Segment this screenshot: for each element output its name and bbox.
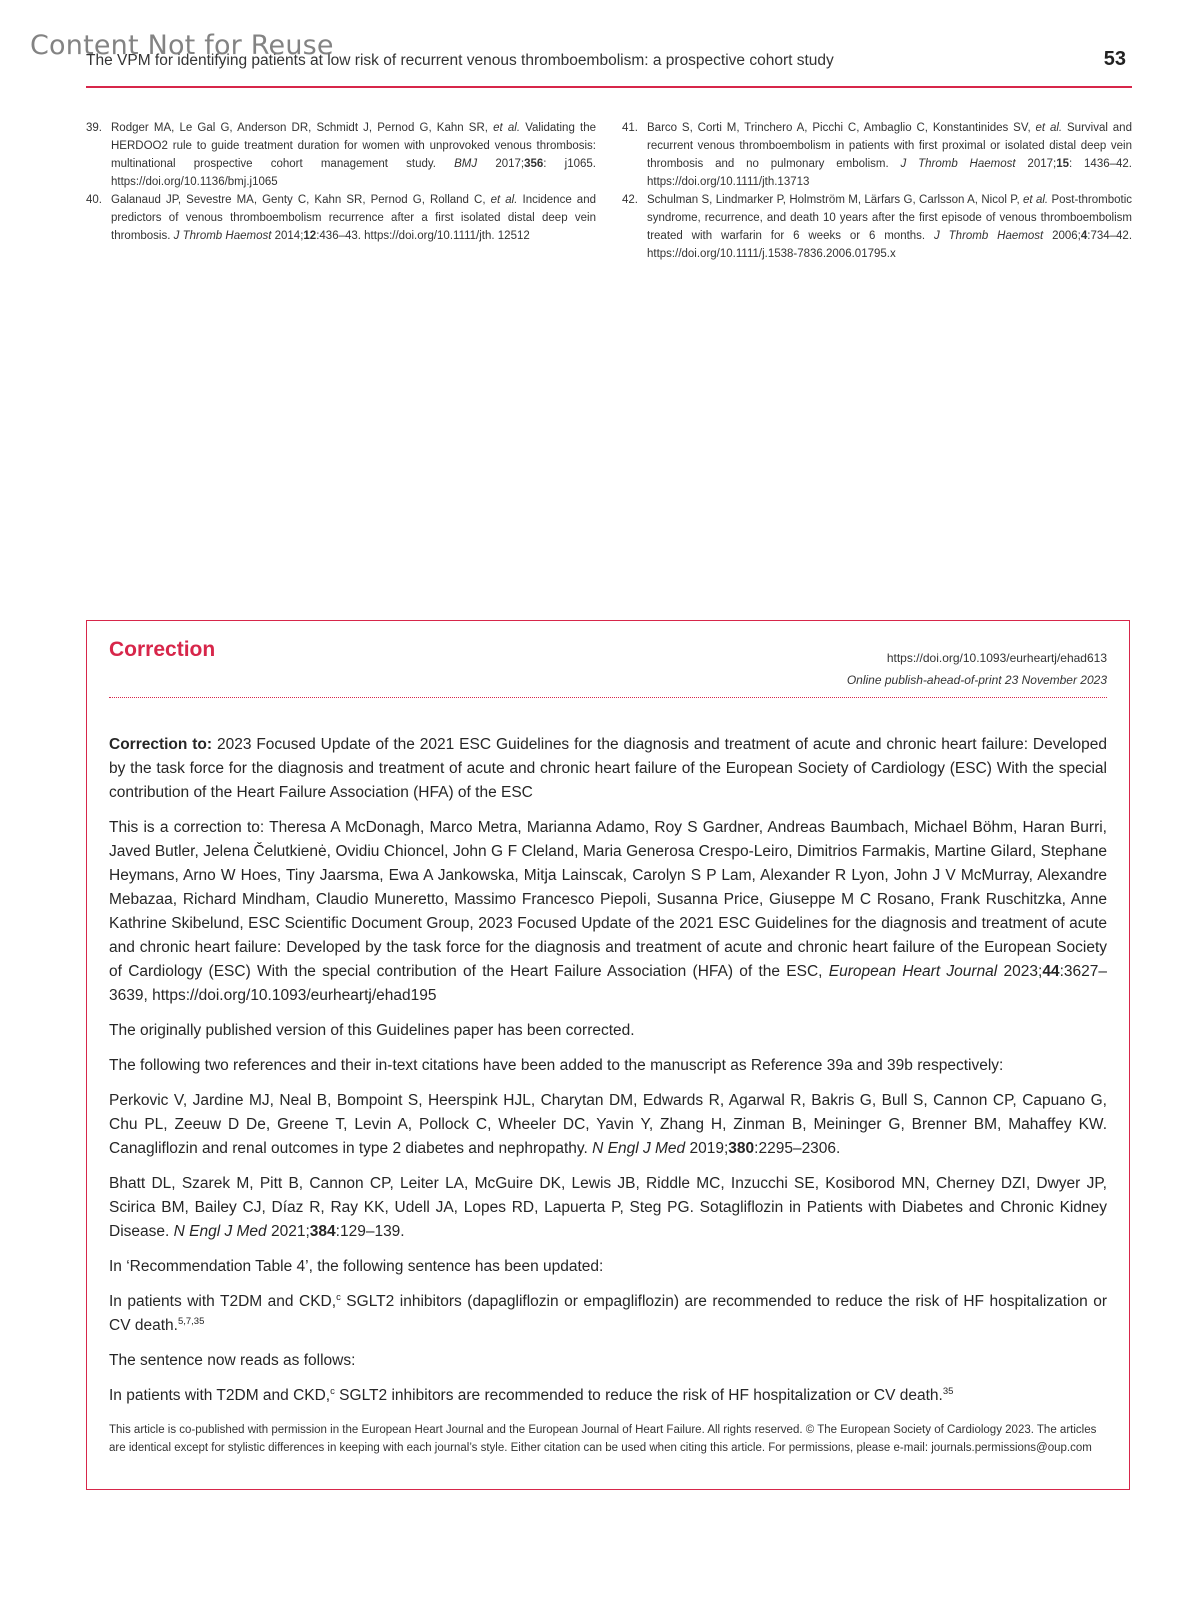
correction-title: Correction [109, 638, 216, 661]
added-reference-39a [109, 1089, 1107, 1161]
reference-42 [622, 191, 1132, 263]
reference-title: Validating the HERDOO2 rule to guide treatment duration for women with unprovoked venous thrombosis: multinational prospective cohort management study. [111, 122, 596, 170]
added-references-statement: The following two references and their in-text citations have been added to the manuscript as Reference 39a and 39b respectively: [109, 1057, 1004, 1074]
reference-journal: N Engl J Med [592, 1140, 686, 1157]
reference-year: 2014; [274, 230, 304, 242]
reference-39 [86, 119, 596, 191]
reference-authors: Galanaud JP, Sevestre MA, Genty C, Kahn SR, Pernod G, Rolland C, [111, 194, 486, 206]
reference-authors: Rodger MA, Le Gal G, Anderson DR, Schmidt J, Pernod G, Kahn SR, [111, 122, 488, 134]
correction-to-text: 2023 Focused Update of the 2021 ESC Guidelines for the diagnosis and treatment of acute and chronic heart failure: Developed by the task force for the diagnosis and treatment of acute and chronic heart failure of the European Society of Cardiology (ESC) With the special contribution of the Heart Failure Association (HFA) of the ESC [109, 736, 1108, 801]
reference-number: 39. [86, 122, 102, 134]
reference-etal: et al. [490, 194, 518, 206]
reference-volume: 380 [728, 1140, 755, 1157]
reference-year: 2017; [495, 158, 525, 170]
reference-year: 2021; [266, 1223, 310, 1240]
citation-journal: European Heart Journal [828, 963, 998, 980]
footnote-marker: c [336, 1291, 341, 1303]
reference-41 [622, 119, 1132, 191]
reference-title: Post-thrombotic syndrome, recurrence, and death 10 years after the first episode of venous thromboembolism treated with warfarin for 6 weeks or 6 months. [647, 194, 1132, 242]
reference-list [86, 119, 1132, 263]
reference-column-left [86, 119, 596, 263]
old-sentence [109, 1290, 1107, 1338]
reference-journal: J Thromb Haemost [900, 158, 1016, 170]
reference-number: 42. [622, 194, 638, 206]
new-sentence-part-a: In patients with T2DM and CKD, [109, 1387, 331, 1404]
old-sentence-part-b: SGLT2 inhibitors (dapagliflozin or empagliflozin) are recommended to reduce the risk of HF hospitalization or CV death. [109, 1293, 1107, 1334]
header-rule [86, 86, 1132, 88]
reference-pages: :436–43. https://doi.org/10.1111/jth. 12512 [316, 230, 530, 242]
citation-superscript: 35 [942, 1385, 954, 1397]
original-citation-paragraph [109, 816, 1107, 1008]
reference-volume: 384 [309, 1223, 336, 1240]
reference-volume: 356 [524, 158, 544, 170]
correction-publish-date: Online publish-ahead-of-print 23 November 2023 [846, 673, 1107, 687]
reference-journal: J Thromb Haemost [934, 230, 1044, 242]
citation-year: 2023; [997, 963, 1043, 980]
reference-etal: et al. [1023, 194, 1049, 206]
reference-year: 2017; [1027, 158, 1057, 170]
citation-pages-doi: :3627–3639, https://doi.org/10.1093/eurheartj/ehad195 [109, 963, 1107, 1004]
reference-title: Survival and recurrent venous thromboembolism in patients with first proximal or isolated distal deep vein thrombosis and no pulmonary embolism. [647, 122, 1132, 170]
reference-volume: 12 [303, 230, 317, 242]
added-reference-39b [109, 1172, 1107, 1244]
reference-volume: 15 [1056, 158, 1069, 170]
reference-column-right [622, 119, 1132, 263]
reference-authors: Barco S, Corti M, Trinchero A, Picchi C, Ambaglio C, Konstantinides SV, [647, 122, 1031, 134]
reference-text: Bhatt DL, Szarek M, Pitt B, Cannon CP, Leiter LA, McGuire DK, Lewis JB, Riddle MC, Inzucchi SE, Kosiborod MN, Cherney DZI, Dwyer JP, Scirica BM, Bailey CJ, Díaz R, Ray KK, Udell JA, Lopes RD, Lapuerta P, Steg PG. Sotagliflozin in Patients with Diabetes and Chronic Kidney Disease. [109, 1175, 1107, 1240]
reference-pages: :734–42. https://doi.org/10.1111/j.1538-7836.2006.01795.x [647, 230, 1133, 260]
dotted-divider [109, 697, 1107, 698]
new-sentence-part-b: SGLT2 inhibitors are recommended to reduce the risk of HF hospitalization or CV death. [334, 1387, 943, 1404]
new-sentence [109, 1384, 1107, 1408]
now-reads-statement: The sentence now reads as follows: [109, 1352, 356, 1369]
correction-to-label: Correction to: [109, 736, 213, 753]
footnote-marker: c [330, 1385, 335, 1397]
correction-body [109, 733, 1107, 1419]
reference-volume: 4 [1080, 230, 1088, 242]
corrected-statement: The originally published version of this Guidelines paper has been corrected. [109, 1022, 635, 1039]
page-number: 53 [1103, 48, 1126, 70]
citation-volume: 44 [1042, 963, 1060, 980]
reference-text: Perkovic V, Jardine MJ, Neal B, Bompoint S, Heerspink HJL, Charytan DM, Edwards R, Agarwal R, Bakris G, Bull S, Cannon CP, Capuano G, Chu PL, Zeeuw D De, Greene T, Levin A, Pollock C, Wheeler DC, Yavin Y, Zhang H, Zinman B, Meininger G, Brenner BM, Mahaffey KW. Canagliflozin and renal outcomes in type 2 diabetes and nephropathy. [109, 1092, 1107, 1157]
reference-year: 2019; [685, 1140, 729, 1157]
reference-pages: : 1436–42. https://doi.org/10.1111/jth.13713 [647, 158, 1132, 188]
reference-etal: et al. [1035, 122, 1063, 134]
copyright-notice: This article is co-published with permission in the European Heart Journal and the European Journal of Heart Failure. All rights reserved. © The European Society of Cardiology 2023. The articles are identical except for stylistic differences in keeping with each journal’s style. Either citation can be used when citing this article. For permissions, please e-mail: journals.permissions@oup.com [109, 1424, 1097, 1454]
citation-text: This is a correction to: Theresa A McDonagh, Marco Metra, Marianna Adamo, Roy S Gardner, Andreas Baumbach, Michael Böhm, Haran Burri, Javed Butler, Jelena Čelutkienė, Ovidiu Chioncel, John G F Cleland, Maria Generosa Crespo-Leiro, Dimitrios Farmakis, Martine Gilard, Stephane Heymans, Arno W Hoes, Tiny Jaarsma, Ewa A Jankowska, Mitja Lainscak, Carolyn S P Lam, Alexander R Lyon, John J V McMurray, Alexandre Mebazaa, Richard Mindham, Claudio Muneretto, Massimo Francesco Piepoli, Susanna Price, Giuseppe M C Rosano, Frank Ruschitzka, Anne Kathrine Skibelund, ESC Scientific Document Group, 2023 Focused Update of the 2021 ESC Guidelines for the diagnosis and treatment of acute and chronic heart failure: Developed by the task force for the diagnosis and treatment of acute and chronic heart failure of the European Society of Cardiology (ESC) With the special contribution of the Heart Failure Association (HFA) of the ESC, [109, 819, 1107, 980]
recommendation-table-statement: In ‘Recommendation Table 4’, the following sentence has been updated: [109, 1258, 604, 1275]
reference-pages: :2295–2306. [754, 1140, 841, 1157]
old-sentence-part-a: In patients with T2DM and CKD, [109, 1293, 337, 1310]
reference-journal: N Engl J Med [173, 1223, 267, 1240]
reference-number: 41. [622, 122, 638, 134]
correction-notice [86, 620, 1130, 1490]
reference-title: Incidence and predictors of venous thromboembolism recurrence after a first isolated distal deep vein thrombosis. [111, 194, 596, 242]
reference-journal: J Thromb Haemost [173, 230, 272, 242]
reference-pages: :129–139. [335, 1223, 405, 1240]
running-title: The VPM for identifying patients at low risk of recurrent venous thromboembolism: a prospective cohort study [86, 52, 834, 69]
reference-pages: : j1065. https://doi.org/10.1136/bmj.j1065 [111, 158, 596, 188]
reference-number: 40. [86, 194, 102, 206]
reference-40 [86, 191, 596, 245]
correction-doi-link[interactable]: https://doi.org/10.1093/eurheartj/ehad613 [886, 651, 1107, 665]
citation-superscript: 5,7,35 [177, 1315, 205, 1327]
watermark: Content Not for Reuse [30, 30, 334, 61]
correction-to-paragraph [109, 733, 1107, 805]
reference-year: 2006; [1052, 230, 1081, 242]
reference-etal: et al. [493, 122, 521, 134]
reference-journal: BMJ [454, 158, 478, 170]
reference-authors: Schulman S, Lindmarker P, Holmström M, Lärfars G, Carlsson A, Nicol P, [647, 194, 1020, 206]
